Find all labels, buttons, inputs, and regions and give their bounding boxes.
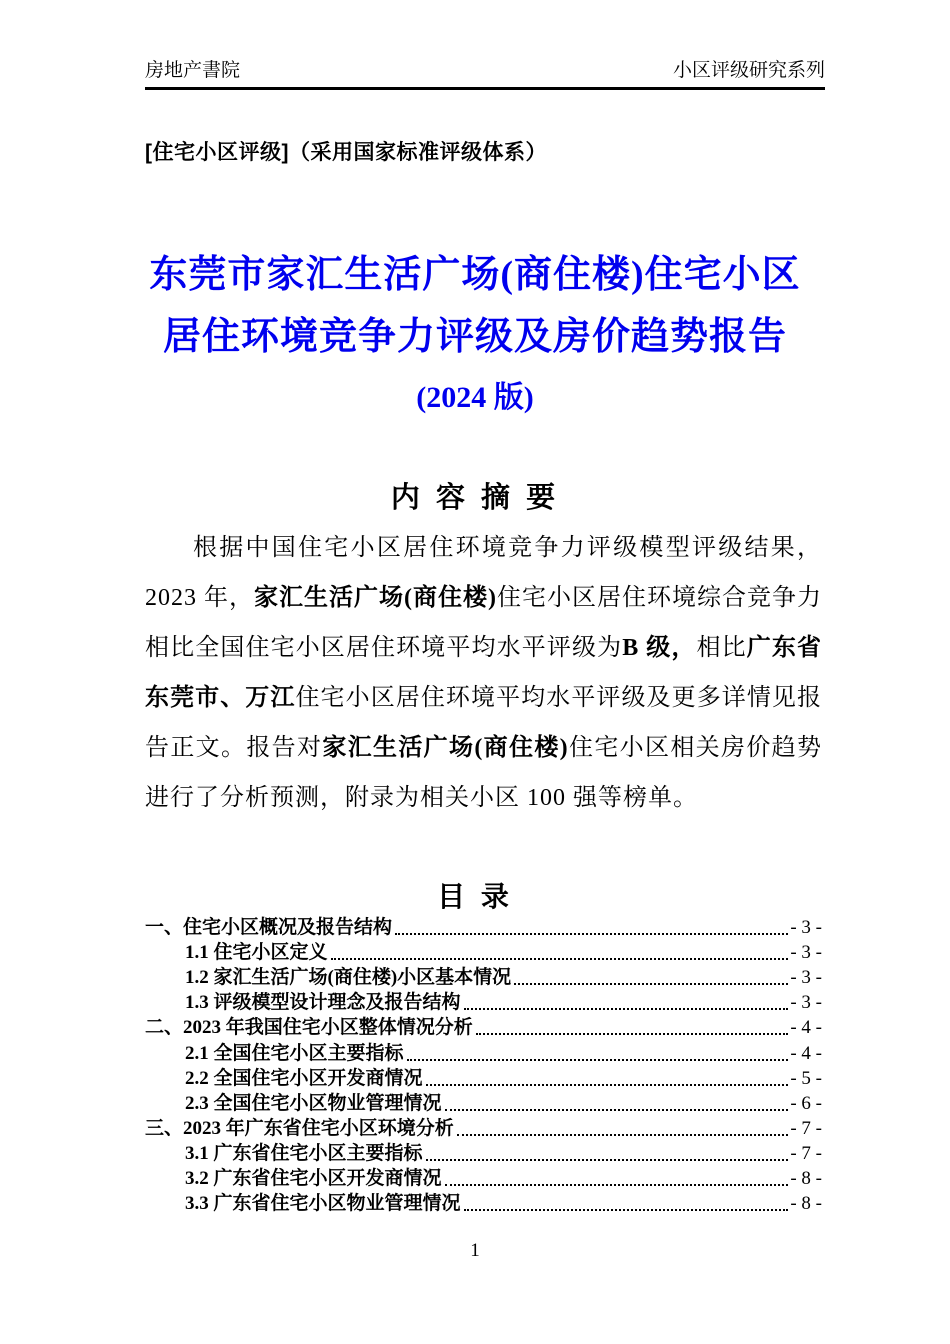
report-type-label: [住宅小区评级]（采用国家标准评级体系） [145, 141, 547, 164]
header-left-text: 房地产書院 [145, 60, 241, 81]
toc-page-number: - 4 - [790, 1017, 822, 1039]
toc-item[interactable] [145, 915, 822, 940]
toc-item-label: 3.1 广东省住宅小区主要指标 [185, 1142, 423, 1164]
toc-page-number: - 5 - [790, 1067, 822, 1089]
toc-item-label: 1.1 住宅小区定义 [185, 942, 328, 964]
toc-dot-leader [476, 1033, 789, 1035]
toc-dot-leader [395, 933, 788, 935]
page-number: 1 [470, 1240, 480, 1261]
toc-page-number: - 4 - [790, 1042, 822, 1064]
report-title-line-1: 东莞市家汇生活广场(商住楼)住宅小区 [149, 254, 801, 296]
toc-dot-leader [464, 1008, 789, 1010]
toc-item[interactable] [145, 1015, 822, 1040]
toc-item[interactable] [145, 1191, 822, 1216]
rating-grade-bold: B 级， [622, 635, 697, 661]
toc-item[interactable] [145, 1116, 822, 1141]
toc-page-number: - 8 - [790, 1168, 822, 1190]
toc-item[interactable] [145, 940, 822, 965]
toc-item[interactable] [145, 1040, 822, 1065]
toc-dot-leader [426, 1084, 789, 1086]
summary-text-3: 相比 [696, 635, 747, 661]
summary-paragraph [145, 523, 822, 823]
summary-heading: 内 容 摘 要 [390, 482, 560, 514]
region-names-bold: 广东省东莞市、万江 [145, 635, 823, 711]
toc-item[interactable] [145, 1066, 822, 1091]
toc-item[interactable] [145, 1091, 822, 1116]
page-header [145, 60, 825, 90]
toc-dot-leader [445, 1109, 789, 1111]
toc-dot-leader [464, 1209, 789, 1211]
toc-item-label: 2.2 全国住宅小区开发商情况 [185, 1067, 423, 1089]
community-name-bold: 家汇生活广场(商住楼) [254, 585, 498, 611]
toc-page-number: - 8 - [790, 1193, 822, 1215]
toc-page-number: - 3 - [790, 917, 822, 939]
toc-dot-leader [457, 1134, 789, 1136]
toc-item-label: 1.2 家汇生活广场(商住楼)小区基本情况 [185, 967, 512, 989]
toc-page-number: - 6 - [790, 1092, 822, 1114]
toc-item[interactable] [145, 965, 822, 990]
summary-text-4: 住宅小区居住环境平均水平评级及更多详情见报告正文。报告对 [145, 685, 823, 761]
summary-text-5: 住宅小区相关房价趋势进行了分析预测，附录为相关小区 100 强等榜单。 [145, 735, 823, 811]
summary-text-2: 住宅小区居住环境综合竞争力相比全国住宅小区居住环境平均水平评级为 [145, 585, 823, 661]
toc-page-number: - 7 - [790, 1117, 822, 1139]
report-title [0, 244, 950, 368]
report-title-line-2: 居住环境竞争力评级及房价趋势报告 [162, 316, 787, 358]
toc-dot-leader [514, 983, 788, 985]
summary-text-1: 根据中国住宅小区居住环境竞争力评级模型评级结果，2023 年， [145, 535, 822, 611]
toc-item[interactable] [145, 1141, 822, 1166]
toc-page-number: - 3 - [790, 992, 822, 1014]
toc-dot-leader [426, 1159, 789, 1161]
toc-page-number: - 3 - [790, 942, 822, 964]
toc-page-number: - 3 - [790, 967, 822, 989]
toc-page-number: - 7 - [790, 1142, 822, 1164]
toc-item-label: 二、2023 年我国住宅小区整体情况分析 [145, 1017, 473, 1039]
toc-dot-leader [407, 1059, 789, 1061]
toc-item-label: 3.3 广东省住宅小区物业管理情况 [185, 1193, 461, 1215]
toc-item-label: 1.3 评级模型设计理念及报告结构 [185, 992, 461, 1014]
toc-heading: 目 录 [437, 881, 513, 912]
header-right-text: 小区评级研究系列 [672, 60, 825, 81]
toc-item-label: 一、住宅小区概况及报告结构 [145, 917, 393, 939]
toc-item-label: 2.3 全国住宅小区物业管理情况 [185, 1092, 442, 1114]
table-of-contents [145, 915, 822, 1216]
community-name-bold-2: 家汇生活广场(商住楼) [322, 735, 569, 761]
toc-item[interactable] [145, 1166, 822, 1191]
toc-item-label: 3.2 广东省住宅小区开发商情况 [185, 1168, 442, 1190]
toc-item-label: 2.1 全国住宅小区主要指标 [185, 1042, 404, 1064]
toc-item[interactable] [145, 990, 822, 1015]
report-edition: (2024 版) [416, 381, 534, 414]
toc-dot-leader [445, 1184, 789, 1186]
toc-item-label: 三、2023 年广东省住宅小区环境分析 [145, 1117, 454, 1139]
toc-dot-leader [331, 958, 789, 960]
